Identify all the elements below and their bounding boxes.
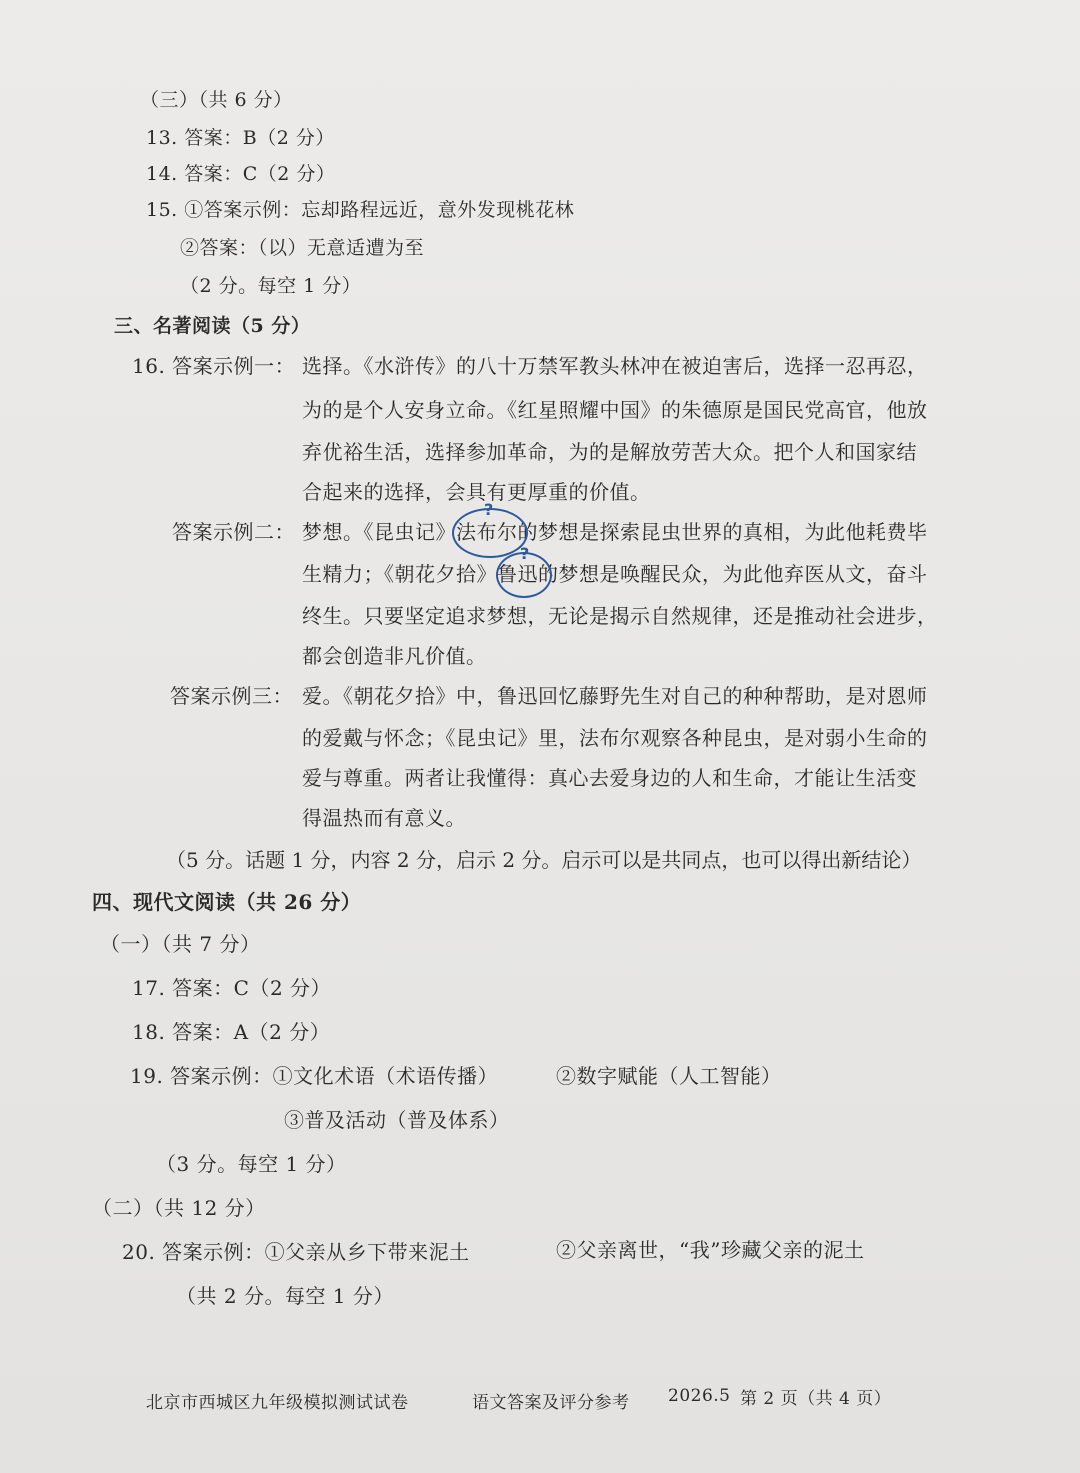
- answer-20-score: （共 2 分。每空 1 分）: [176, 1284, 394, 1308]
- answer-19-part1: 19. 答案示例：①文化术语（术语传播）: [130, 1064, 499, 1088]
- circled-name-luxun: 鲁迅: [497, 562, 538, 586]
- answer-16-example1-line: 选择。《水浒传》的八十万禁军教头林冲在被迫害后，选择一忍再忍，: [302, 354, 928, 378]
- example3-line: 爱。《朝花夕拾》中，鲁迅回忆藤野先生对自己的种种帮助，是对恩师: [302, 684, 928, 708]
- answer-16-label: 16. 答案示例一：: [132, 354, 296, 378]
- section-heading: （三）（共 6 分）: [140, 89, 293, 111]
- answer-19-part2: ②数字赋能（人工智能）: [556, 1064, 782, 1088]
- section-heading-modern: 四、现代文阅读（共 26 分）: [92, 890, 362, 914]
- footer-exam-title: 北京市西城区九年级模拟测试试卷: [146, 1393, 409, 1413]
- example2-line: 终生。只要坚定追求梦想，无论是揭示自然规律，还是推动社会进步，: [302, 604, 938, 628]
- answer-16-example1-line: 为的是个人安身立命。《红星照耀中国》的朱德原是国民党高官，他放: [302, 398, 928, 422]
- footer-subject: 语文答案及评分参考: [472, 1393, 630, 1413]
- example2-line: [302, 562, 928, 586]
- answer-19-score: （3 分。每空 1 分）: [156, 1152, 347, 1176]
- footer-date: 2026.5: [668, 1386, 731, 1406]
- answer-15-score: （2 分。每空 1 分）: [180, 275, 362, 297]
- answer-16-score: （5 分。话题 1 分，内容 2 分，启示 2 分。启示可以是共同点，也可以得出新结论）: [166, 848, 922, 872]
- example3-label: 答案示例三：: [170, 684, 293, 708]
- answer-15-part2: ②答案：（以）无意适遭为至: [180, 237, 425, 259]
- footer-page-number: 第 2 页（共 4 页）: [740, 1389, 892, 1409]
- example2-text: 生精力；《朝花夕拾》: [302, 562, 497, 586]
- example2-line: [302, 520, 928, 544]
- example3-line: 的爱戴与怀念；《昆虫记》里，法布尔观察各种昆虫，是对弱小生命的: [302, 726, 928, 750]
- subsection-heading: （二）（共 12 分）: [92, 1196, 266, 1220]
- circled-name-fabre: 法布尔: [456, 520, 518, 544]
- example2-text: 的梦想是探索昆虫世界的真相，为此他耗费毕: [517, 520, 928, 544]
- answer-15-part1: 15. ①答案示例：忘却路程远近，意外发现桃花林: [146, 199, 575, 221]
- example3-line: 爱与尊重。两者让我懂得：真心去爱身边的人和生命，才能让生活变: [302, 766, 917, 790]
- section-heading-classics: 三、名著阅读（5 分）: [114, 315, 311, 337]
- example2-text: 梦想。《昆虫记》: [302, 520, 456, 544]
- answer-13: 13. 答案：B（2 分）: [146, 127, 335, 149]
- question-mark-annotation: ?: [484, 500, 494, 519]
- question-mark-annotation: ?: [520, 544, 530, 563]
- subsection-heading: （一）（共 7 分）: [100, 932, 261, 956]
- answer-20-part1: 20. 答案示例：①父亲从乡下带来泥土: [122, 1240, 470, 1264]
- answer-20-part2: ②父亲离世，“我”珍藏父亲的泥土: [556, 1238, 865, 1262]
- example2-text: 的梦想是唤醒民众，为此他弃医从文，奋斗: [538, 562, 928, 586]
- example3-line: 得温热而有意义。: [302, 806, 466, 830]
- example2-label: 答案示例二：: [172, 520, 295, 544]
- answer-14: 14. 答案：C（2 分）: [146, 163, 336, 185]
- answer-16-example1-line: 合起来的选择，会具有更厚重的价值。: [302, 480, 651, 504]
- example2-line: 都会创造非凡价值。: [302, 644, 487, 668]
- answer-16-example1-line: 弃优裕生活，选择参加革命，为的是解放劳苦大众。把个人和国家结: [302, 440, 917, 464]
- answer-19-part3: ③普及活动（普及体系）: [284, 1108, 510, 1132]
- answer-17: 17. 答案：C（2 分）: [132, 976, 332, 1000]
- answer-18: 18. 答案：A（2 分）: [132, 1020, 331, 1044]
